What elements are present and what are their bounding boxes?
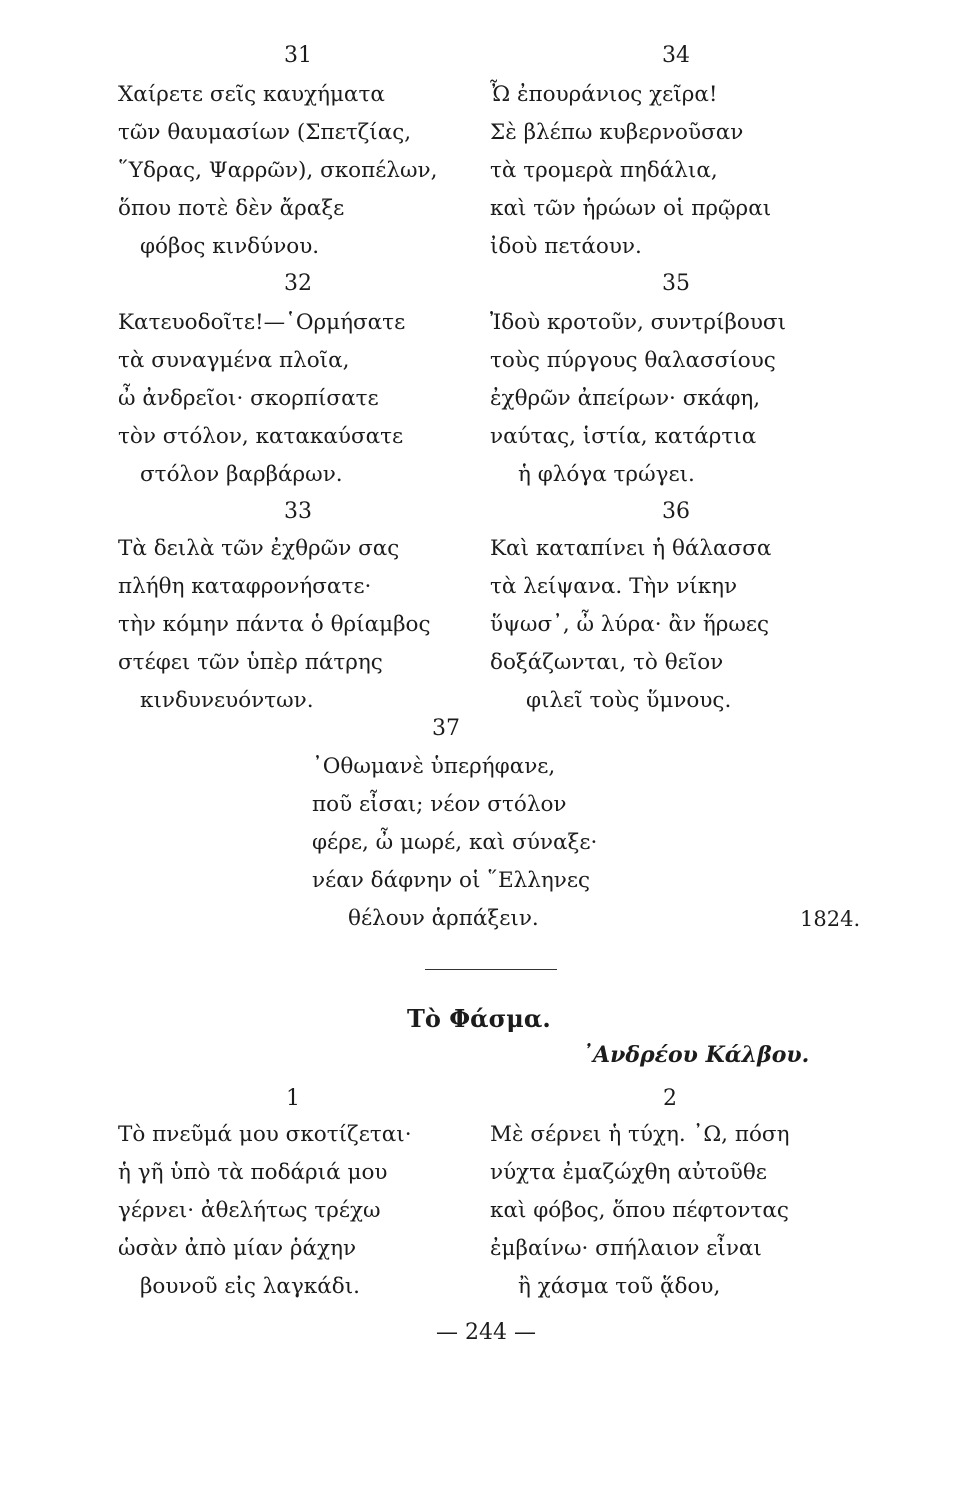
- verse-line: ποῦ εἶσαι; νέον στόλον: [312, 792, 567, 817]
- stanza-number: 2: [663, 1086, 677, 1111]
- verse-line: φέρε, ὦ μωρέ, καὶ σύναξε·: [312, 830, 598, 855]
- verse-line: γέρνει· ἀθελήτως τρέχω: [118, 1198, 381, 1223]
- verse-line: Σὲ βλέπω κυβερνοῦσαν: [490, 120, 744, 145]
- verse-line: Ὦ ἐπουράνιος χεῖρα!: [490, 82, 718, 107]
- verse-line: ἰδοὺ πετάουν.: [490, 234, 642, 259]
- verse-line: ἡ γῆ ὑπὸ τὰ ποδάριά μου: [118, 1160, 388, 1185]
- poem2-stanza-1: [118, 1116, 412, 1306]
- page-number: — 244 —: [436, 1320, 536, 1345]
- verse-line: ἢ χάσμα τοῦ ᾅδου,: [518, 1274, 721, 1299]
- poem-author: ᾽Ανδρέου Κάλβου.: [582, 1042, 810, 1068]
- verse-line: τὸν στόλον, κατακαύσατε: [118, 424, 404, 449]
- verse-line: πλήθη καταφρονήσατε·: [118, 574, 372, 599]
- verse-line: τῶν θαυμασίων (Σπετζίας,: [118, 120, 412, 145]
- verse-line: Τὸ πνεῦμά μου σκοτίζεται·: [118, 1122, 412, 1147]
- verse-line: Καὶ καταπίνει ἡ θάλασσα: [490, 536, 772, 561]
- verse-line: τὰ συναγμένα πλοῖα,: [118, 348, 350, 373]
- verse-line: κινδυνευόντων.: [140, 688, 314, 713]
- verse-line: βουνοῦ εἰς λαγκάδι.: [140, 1274, 360, 1299]
- stanza-31: [118, 76, 437, 266]
- stanza-33: [118, 530, 431, 720]
- stanza-number: 36: [662, 499, 690, 524]
- verse-line: τοὺς πύργους θαλασσίους: [490, 348, 776, 373]
- verse-line: Χαίρετε σεῖς καυχήματα: [118, 82, 385, 107]
- verse-line: ὅπου ποτὲ δὲν ἄραξε: [118, 196, 345, 221]
- verse-line: Ἰδοὺ κροτοῦν, συντρίβουσι: [490, 310, 786, 335]
- date-year: 1824.: [800, 907, 861, 931]
- stanza-number: 32: [284, 271, 312, 296]
- verse-line: στέφει τῶν ὑπὲρ πάτρης: [118, 650, 383, 675]
- verse-line: ὦ ἀνδρεῖοι· σκορπίσατε: [118, 386, 379, 411]
- stanza-number: 35: [662, 271, 690, 296]
- verse-line: ὕψωσ᾽, ὦ λύρα· ἂν ἥρωες: [490, 612, 770, 637]
- verse-line: ἐχθρῶν ἀπείρων· σκάφη,: [490, 386, 761, 411]
- verse-line: τὴν κόμην πάντα ὁ θρίαμβος: [118, 612, 431, 637]
- verse-line: ῞Υδρας, Ψαρρῶν), σκοπέλων,: [118, 158, 438, 183]
- verse-line: φιλεῖ τοὺς ὕμνους.: [526, 688, 732, 713]
- section-divider: [425, 969, 557, 970]
- verse-line: ἐμβαίνω· σπήλαιον εἶναι: [490, 1236, 762, 1261]
- stanza-32: [118, 304, 405, 494]
- stanza-number: 31: [284, 43, 312, 68]
- poem-title: Τὸ Φάσμα.: [407, 1004, 551, 1033]
- verse-line: ὡσὰν ἀπὸ μίαν ῥάχην: [118, 1236, 357, 1261]
- stanza-35: [490, 304, 786, 494]
- stanza-number: 37: [432, 716, 460, 741]
- verse-line: καὶ τῶν ἡρώων οἱ πρῷραι: [490, 196, 772, 221]
- verse-line: θέλουν ἁρπάξειν.: [348, 906, 539, 931]
- poem2-stanza-2: [490, 1116, 789, 1306]
- verse-line: Κατευοδοῖτε!—῾Ορμήσατε: [118, 310, 406, 335]
- verse-line: τὰ τρομερὰ πηδάλια,: [490, 158, 718, 183]
- verse-line: ἡ φλόγα τρώγει.: [518, 462, 695, 487]
- verse-line: Τὰ δειλὰ τῶν ἐχθρῶν σας: [118, 536, 400, 561]
- verse-line: καὶ φόβος, ὅπου πέφτοντας: [490, 1198, 789, 1223]
- verse-line: ναύτας, ἱστία, κατάρτια: [490, 424, 757, 449]
- verse-line: φόβος κινδύνου.: [140, 234, 320, 259]
- verse-line: νύχτα ἐμαζώχθη αὐτοῦθε: [490, 1160, 767, 1185]
- stanza-number: 1: [286, 1086, 300, 1111]
- stanza-number: 34: [662, 43, 690, 68]
- verse-line: Μὲ σέρνει ἡ τύχη. ᾽Ω, πόση: [490, 1122, 790, 1147]
- stanza-37: [312, 748, 597, 938]
- verse-line: νέαν δάφνην οἱ ῞Ελληνες: [312, 868, 591, 893]
- verse-line: τὰ λείψανα. Τὴν νίκην: [490, 574, 738, 599]
- verse-line: δοξάζωνται, τὸ θεῖον: [490, 650, 724, 675]
- stanza-34: [490, 76, 771, 266]
- stanza-36: [490, 530, 771, 720]
- verse-line: στόλον βαρβάρων.: [140, 462, 343, 487]
- stanza-number: 33: [284, 499, 312, 524]
- verse-line: ᾽Οθωμανὲ ὑπερήφανε,: [312, 754, 556, 779]
